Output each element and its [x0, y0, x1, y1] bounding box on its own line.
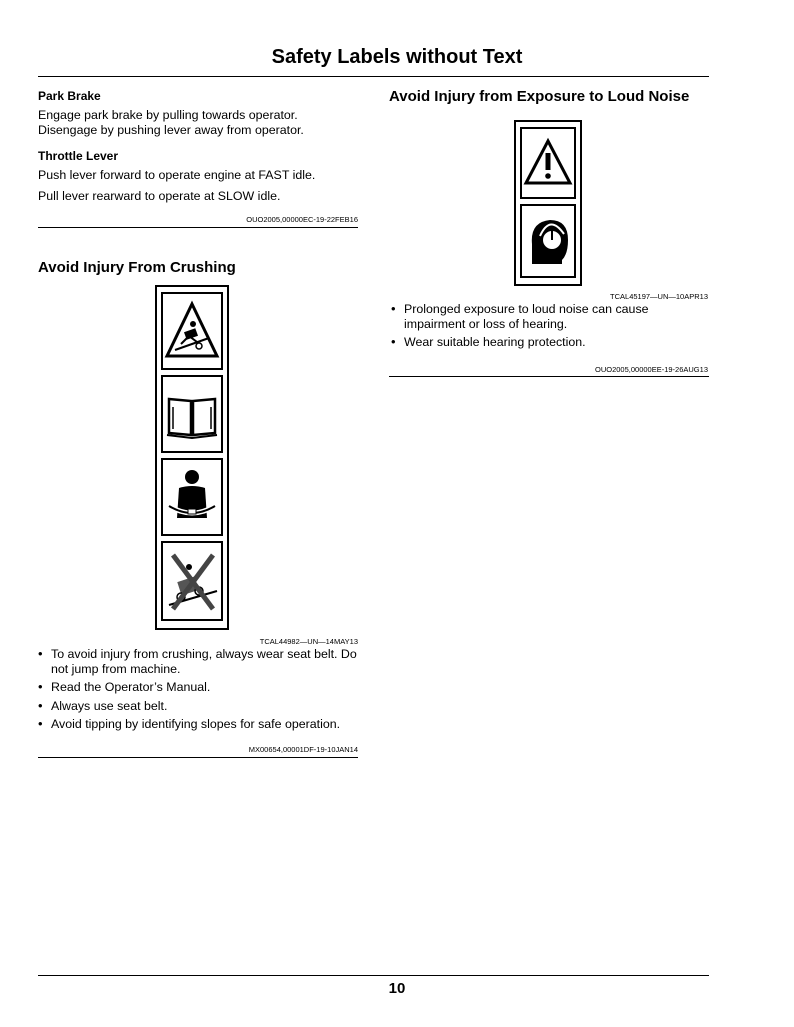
seat-belt-icon — [161, 458, 223, 536]
tipping-hazard-icon — [161, 292, 223, 370]
noise-reference: OUO2005,00000EE-19-26AUG13 — [595, 365, 708, 374]
operator-manual-icon — [161, 375, 223, 453]
park-brake-line-1: Engage park brake by pulling towards operator. — [38, 108, 298, 122]
throttle-divider — [38, 227, 358, 228]
list-item: • Always use seat belt. — [38, 699, 364, 714]
noise-bullet-list — [391, 302, 691, 354]
noise-label-reference: TCAL45197—UN—10APR13 — [610, 292, 708, 301]
hearing-protection-icon — [520, 204, 576, 278]
noise-heading: Avoid Injury from Exposure to Loud Noise — [389, 88, 690, 105]
list-item: • Wear suitable hearing protection. — [391, 335, 691, 350]
crushing-heading: Avoid Injury From Crushing — [38, 259, 236, 276]
crushing-label-reference: TCAL44982—UN—14MAY13 — [259, 637, 358, 646]
page-number: 10 — [388, 980, 406, 997]
noise-divider — [389, 376, 709, 377]
crushing-bullet-list — [38, 647, 364, 736]
park-brake-line-2: Disengage by pushing lever away from operator. — [38, 123, 304, 137]
list-item: • Prolonged exposure to loud noise can cause impairment or loss of hearing. — [391, 302, 691, 331]
crushing-reference: MX00654,00001DF-19-10JAN14 — [248, 745, 358, 754]
list-item: • To avoid injury from crushing, always wear seat belt. Do not jump from machine. — [38, 647, 364, 676]
title-divider — [38, 76, 709, 77]
throttle-lever-heading: Throttle Lever — [38, 149, 119, 163]
throttle-line-2: Pull lever rearward to operate at SLOW idle. — [38, 189, 281, 203]
crushing-divider — [38, 757, 358, 758]
noise-safety-label — [514, 120, 582, 286]
warning-triangle-icon — [520, 127, 576, 199]
crushing-safety-label — [155, 285, 229, 630]
footer-divider — [38, 975, 709, 976]
list-item: • Read the Operator’s Manual. — [38, 680, 364, 695]
park-brake-heading: Park Brake — [38, 89, 101, 103]
list-item: • Avoid tipping by identifying slopes for safe operation. — [38, 717, 364, 732]
no-slope-tipping-icon — [161, 541, 223, 621]
page-title: Safety Labels without Text — [271, 46, 523, 68]
throttle-line-1: Push lever forward to operate engine at FAST idle. — [38, 168, 316, 182]
throttle-reference: OUO2005,00000EC-19-22FEB16 — [246, 215, 358, 224]
